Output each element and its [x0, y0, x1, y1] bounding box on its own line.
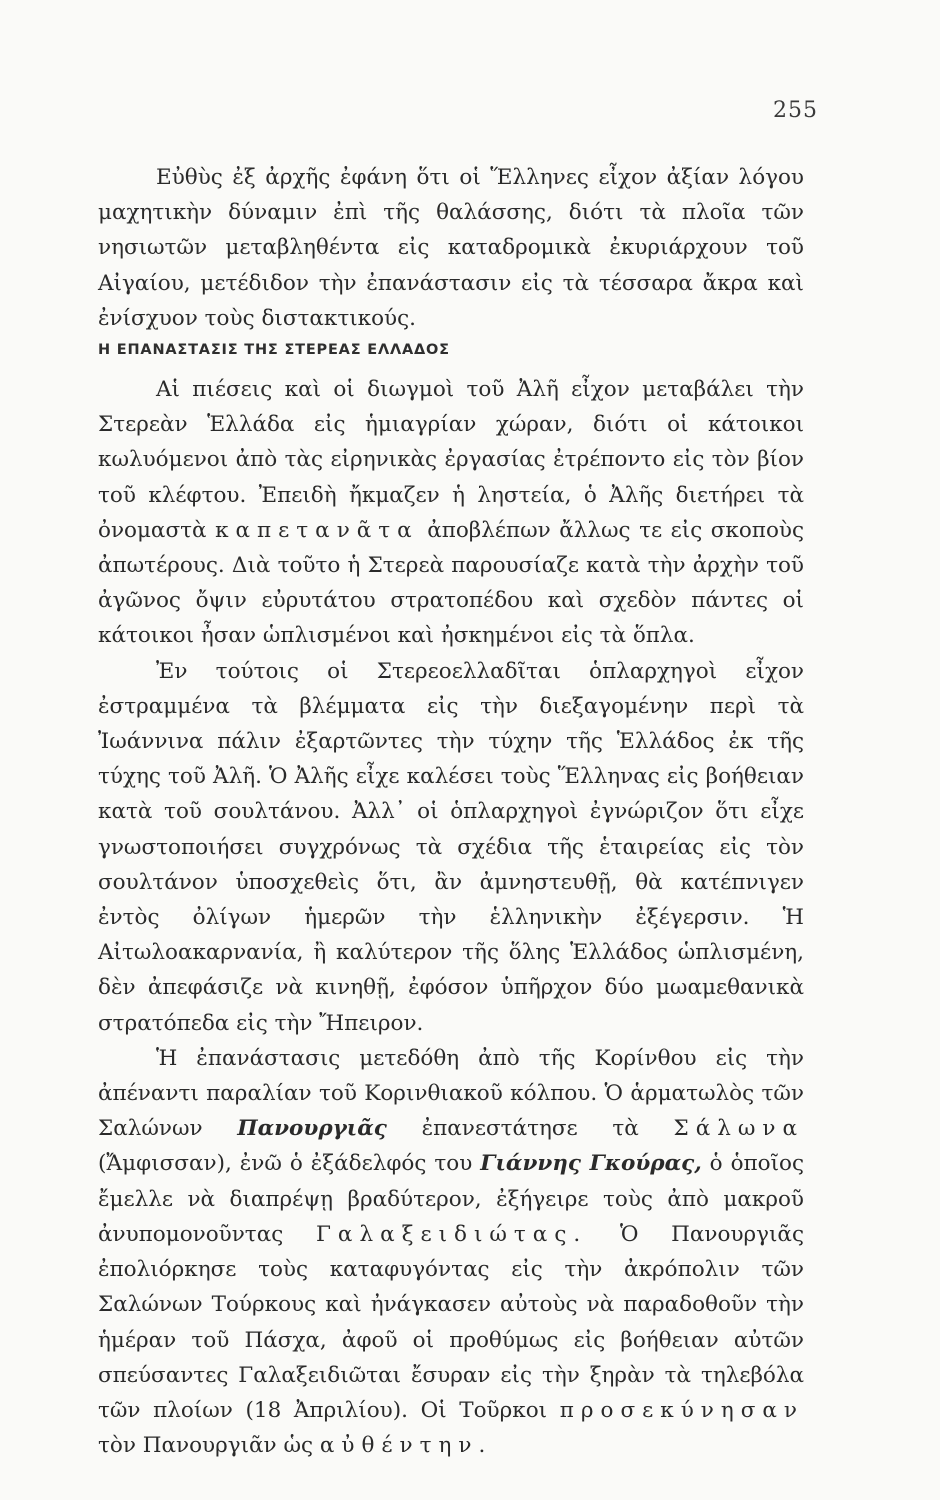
paragraph-salona-revolt [98, 1041, 804, 1463]
spaced-emphasis: καπετανᾶτα [215, 517, 419, 543]
spaced-emphasis: Σάλωνα [673, 1116, 804, 1142]
paragraph-text: ἐπανεστάτησε τὰ [421, 1116, 639, 1142]
paragraph-text: (Ἄμφισσαν), ἐνῶ ὁ ἐξάδελφός του [98, 1151, 473, 1177]
paragraph-naval-power: Εὐθὺς ἐξ ἀρχῆς ἐφάνη ὅτι οἱ Ἕλληνες εἶχον ἀξίαν λόγου μαχητικὴν δύναμιν ἐπὶ τῆς θαλάσσης, διότι τὰ πλοῖα τῶν νησιωτῶν μεταβληθέντα εἰς καταδρομικὰ ἐκυριάρχουν τοῦ Αἰγαίου, μετέδιδον τὴν ἐπανάστασιν εἰς τὰ τέσσαρα ἄκρα καὶ ἐνίσχυον τοὺς διστακτικούς. [98, 165, 804, 331]
paragraph-chieftains: Ἐν τούτοις οἱ Στερεοελλαδῖται ὁπλαρχηγοὶ εἶχον ἐστραμμένα τὰ βλέμματα εἰς τὴν διεξαγομένην περὶ τὰ Ἰωάννινα πάλιν ἐξαρτῶντες τὴν τύχην τῆς Ἑλλάδος ἐκ τῆς τύχης τοῦ Ἀλῆ. Ὁ Ἀλῆς εἶχε καλέσει τοὺς Ἕλληνας εἰς βοήθειαν κατὰ τοῦ σουλτάνου. Ἀλλ᾿ οἱ ὁπλαρχηγοὶ ἐγνώριζον ὅτι εἶχε γνωστοποιήσει συγχρόνως τὰ σχέδια τῆς ἑταιρείας εἰς τὸν σουλτάνον ὑποσχεθεὶς ὅτι, ἂν ἀμνηστευθῇ, θὰ κατέπνιγεν ἐντὸς ὀλίγων ἡμερῶν τὴν ἑλληνικὴν ἐξέγερσιν. Ἡ Αἰτωλοακαρνανία, ἢ καλύτερον τῆς ὅλης Ἑλλάδος ὡπλισμένη, δὲν ἀπεφάσιζε νὰ κινηθῇ, ἐφόσον ὑπῆρχον δύο μωαμεθανικὰ στρατόπεδα εἰς τὴν Ἤπειρον. [98, 658, 804, 1036]
person-name-gouras: Γιάννης Γκούρας, [480, 1151, 702, 1177]
paragraph-text: ὁ ὁποῖος ἔμελλε νὰ διαπρέψῃ βραδύτερον, ἐξήγειρε τοὺς ἀπὸ μακροῦ ἀνυπομονοῦντας [98, 1151, 805, 1247]
spaced-emphasis: αὐθέντην. [319, 1433, 493, 1459]
spaced-emphasis: Γαλαξειδιώτας. [316, 1221, 588, 1247]
paragraph-text: Αἱ πιέσεις καὶ οἱ διωγμοὶ τοῦ Ἀλῆ εἶχον μεταβάλει τὴν Στερεὰν Ἑλλάδα εἰς ἡμιαγρίαν χώραν, διότι οἱ κάτοικοι κωλυόμενοι ἀπὸ τὰς εἰρηνικὰς ἐργασίας ἐτρέποντο εἰς τὸν βίον τοῦ κλέφτου. Ἐπειδὴ ἤκμαζεν ἡ ληστεία, ὁ Ἀλῆς διετήρει τὰ ὀνομαστὰ [98, 377, 804, 543]
paragraph-text: Ἡ ἐπανάστασις μετεδόθη ἀπὸ τῆς Κορίνθου εἰς τὴν ἀπέναντι παραλίαν τοῦ Κορινθιακοῦ κόλπου. Ὁ ἁρματωλὸς τῶν Σαλώνων [98, 1045, 804, 1142]
page-number: 255 [773, 98, 818, 123]
person-name-panourgias: Πανουργιᾶς [237, 1116, 387, 1142]
paragraph-text: Ὁ Πανουργιᾶς ἐπολιόρκησε τοὺς καταφυγόντας εἰς τὴν ἀκρόπολιν τῶν Σαλώνων Τούρκους καὶ ἠνάγκασεν αὐτοὺς νὰ παραδοθοῦν τὴν ἡμέραν τοῦ Πάσχα, ἀφοῦ οἱ προθύμως εἰς βοήθειαν αὐτῶν σπεύσαντες Γαλαξειδιῶται ἔσυραν εἰς τὴν ξηρὰν τὰ τηλεβόλα τῶν πλοίων (18 Ἀπριλίου). Οἱ Τοῦρκοι [98, 1221, 804, 1423]
section-heading: Η ΕΠΑΝΑΣΤΑΣΙΣ ΤΗΣ ΣΤΕΡΕΑΣ ΕΛΛΑΔΟΣ [98, 342, 450, 359]
paragraph-sterea-conditions [98, 372, 804, 654]
paragraph-text: ἀποβλέπων ἄλλως τε εἰς σκοποὺς ἀπωτέρους. Διὰ τοῦτο ἡ Στερεὰ παρουσίαζε κατὰ τὴν ἀρχὴν τοῦ ἀγῶνος ὄψιν εὐρυτάτου στρατοπέδου καὶ σχεδὸν πάντες οἱ κάτοικοι ἦσαν ὡπλισμένοι καὶ ἠσκημένοι εἰς τὰ ὅπλα. [98, 517, 804, 649]
paragraph-text: τὸν Πανουργιᾶν ὡς [98, 1433, 314, 1459]
spaced-emphasis: προσεκύνησαν [559, 1397, 804, 1423]
body-text [98, 160, 804, 1463]
